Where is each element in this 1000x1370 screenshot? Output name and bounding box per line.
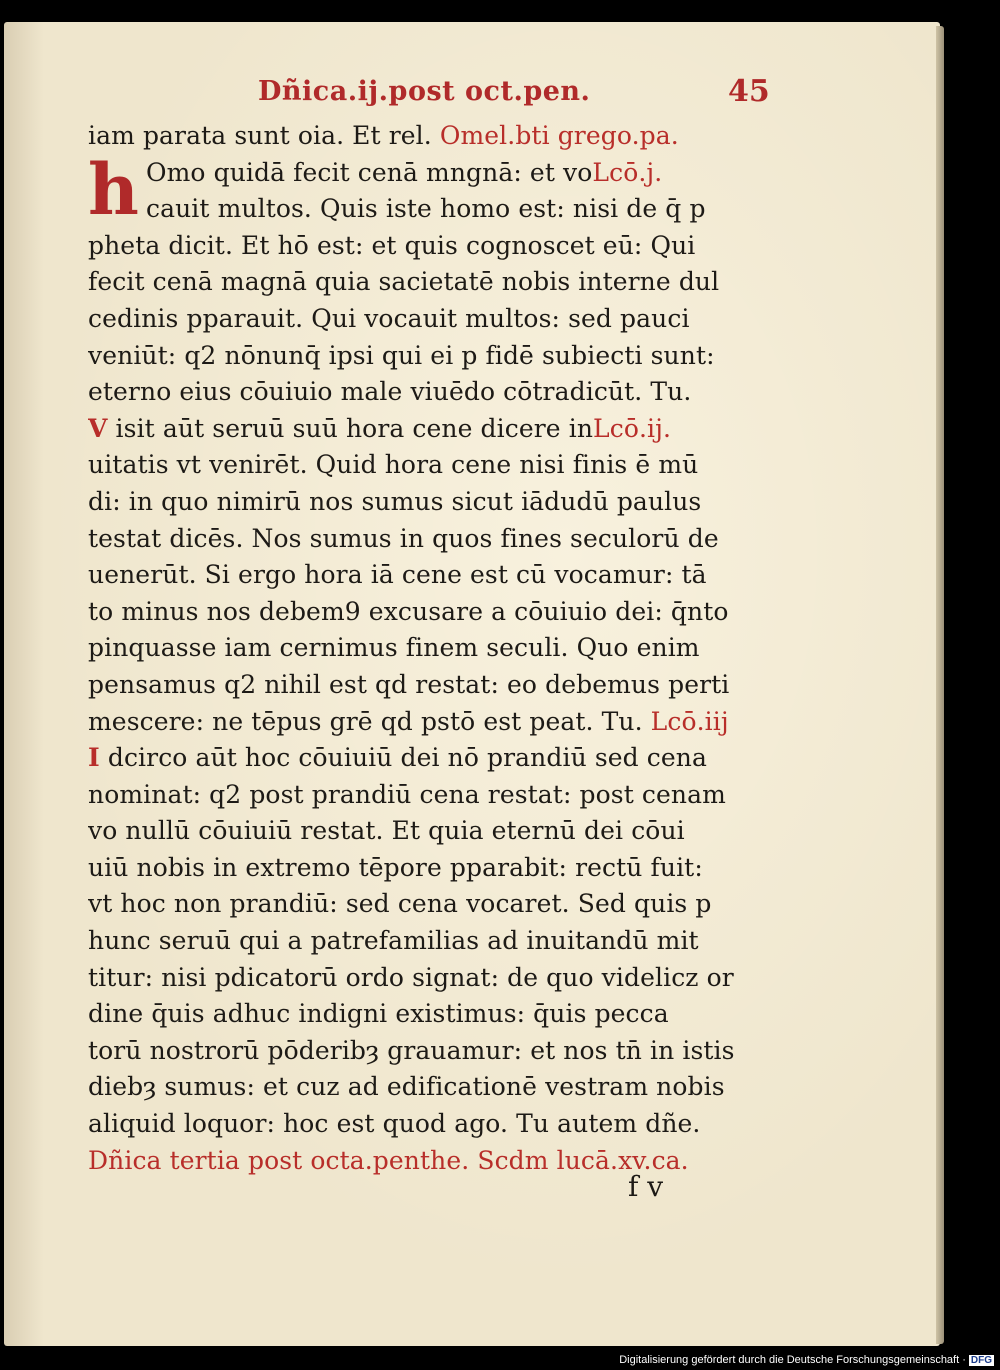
text-line-24 — [88, 960, 828, 997]
rubric-text: Lcō.ij. — [593, 413, 672, 443]
line-text: dine q̄uis adhuc indigni existimus: q̄uis pecca — [88, 999, 669, 1029]
line-text: Omo quidā fecit cenā mngnā: et vo — [146, 157, 593, 187]
line-text: vo nullū cōuiuiū restat. Et quia eternū dei cōui — [88, 816, 685, 846]
line-text: uitatis vt venirēt. Quid hora cene nisi finis ē mū — [88, 450, 699, 480]
page-edge — [936, 26, 944, 1344]
text-line-21 — [88, 850, 828, 887]
text-line-4 — [88, 228, 828, 265]
text-line-10 — [88, 447, 828, 484]
rubric-text: Omel.bti grego.pa. — [439, 121, 679, 150]
text-line-27 — [88, 1069, 828, 1106]
line-text: veniūt: q2 nōnunq̄ ipsi qui ei p fidē subiecti sunt: — [88, 340, 715, 370]
text-line-3 — [146, 191, 828, 228]
initial-block — [88, 147, 828, 231]
line-text: dcirco aūt hoc cōuiuiū dei nō prandiū sed cena — [107, 743, 708, 773]
line-text: aliquid loquor: hoc est quod ago. Tu autem dñe. — [88, 1109, 701, 1139]
text-line-14 — [88, 594, 828, 631]
line-text: testat dicēs. Nos sumus in quos fines seculorū de — [88, 523, 719, 553]
page-header — [88, 70, 828, 118]
text-line-15 — [88, 630, 828, 667]
line-text: cedinis pparauit. Qui vocauit multos: sed pauci — [88, 303, 690, 333]
rubric-text: Lcō.j. — [592, 157, 663, 187]
text-line-16 — [88, 667, 828, 704]
line-text: iam parata sunt oia. Et rel. — [88, 121, 440, 150]
signature-mark: f v — [628, 1170, 664, 1203]
line-text: to minus nos debem9 excusare a cōuiuio dei: q̄nto — [88, 596, 729, 626]
text-line-11 — [88, 484, 828, 521]
text-line-23 — [88, 923, 828, 960]
line-text: torū nostrorū pōderibȝ grauamur: et nos tn̄ in istis — [88, 1035, 735, 1065]
running-title: Dñica.ij.post oct.pen. — [258, 76, 591, 107]
decorated-initial: h — [88, 147, 139, 231]
line-text: pinquasse iam cernimus finem seculi. Quo enim — [88, 633, 700, 663]
text-line-25 — [88, 996, 828, 1033]
text-line-8 — [88, 374, 828, 411]
line-text: isit aūt seruū suū hora cene dicere in — [115, 413, 594, 443]
line-text: cauit multos. Quis iste homo est: nisi de q̄ p — [146, 194, 706, 224]
text-line-2 — [146, 155, 828, 192]
line-text: pheta dicit. Et hō est: et quis cognoscet eū: Qui — [88, 230, 696, 260]
line-text: uiū nobis in extremo tēpore pparabit: rectū fuit: — [88, 852, 703, 882]
text-line-20 — [88, 813, 828, 850]
text-line-28 — [88, 1106, 828, 1143]
line-text: di: in quo nimirū nos sumus sicut iādudū paulus — [88, 486, 702, 516]
folio-number: 45 — [728, 74, 770, 109]
line-text: diebȝ sumus: et cuz ad edificationē vestram nobis — [88, 1072, 725, 1102]
rubric-heading: Dñica tertia post octa.penthe. Scdm lucā.xv.ca. — [88, 1145, 689, 1175]
credit-text: Digitalisierung gefördert durch die Deutsche Forschungsgemeinschaft · — [619, 1354, 966, 1366]
line-text: eterno eius cōuiuio male viuēdo cōtradicūt. Tu. — [88, 377, 692, 407]
text-line-22 — [88, 886, 828, 923]
line-text: pensamus q2 nihil est qd restat: eo debemus perti — [88, 669, 730, 699]
line-text: uenerūt. Si ergo hora iā cene est cū vocamur: tā — [88, 560, 707, 590]
dfg-logo: DFG — [970, 1355, 992, 1366]
text-line-1 — [88, 118, 828, 155]
line-text: fecit cenā magnā quia sacietatē nobis interne dul — [88, 267, 720, 297]
text-line-5 — [88, 264, 828, 301]
text-block — [88, 70, 828, 1179]
line-text: mescere: ne tēpus grē qd pstō est peat. Tu. — [88, 706, 643, 736]
line-text: vt hoc non prandiū: sed cena vocaret. Sed quis p — [88, 889, 712, 919]
rubric-initial: I — [88, 743, 100, 773]
text-line-17 — [88, 704, 828, 741]
line-text: nominat: q2 post prandiū cena restat: post cenam — [88, 779, 726, 809]
line-text: hunc seruū qui a patrefamilias ad inuitandū mit — [88, 926, 699, 956]
text-line-13 — [88, 557, 828, 594]
funding-credit — [619, 1354, 994, 1366]
text-line-26 — [88, 1033, 828, 1070]
text-line-6 — [88, 301, 828, 338]
text-line-29 — [88, 1143, 828, 1180]
text-line-18 — [88, 740, 828, 777]
text-line-9 — [88, 411, 828, 448]
text-line-12 — [88, 521, 828, 558]
text-line-19 — [88, 777, 828, 814]
line-text: titur: nisi pdicatorū ordo signat: de quo videlicz or — [88, 962, 734, 992]
text-line-7 — [88, 338, 828, 375]
rubric-text: Lcō.iij — [642, 706, 729, 736]
rubric-initial: V — [88, 413, 108, 443]
